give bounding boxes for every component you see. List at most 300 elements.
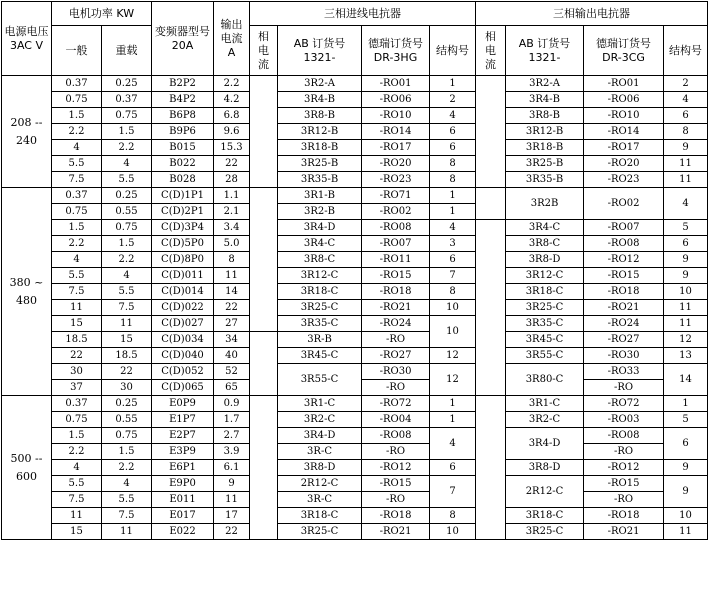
- kw-heavy: 18.5: [102, 348, 152, 364]
- structure-out: 11: [664, 156, 708, 172]
- structure-out: 11: [664, 316, 708, 332]
- table-row: [2, 444, 708, 460]
- table-row: [2, 268, 708, 284]
- ab-order-out: 3R4-B: [506, 92, 584, 108]
- structure-in: 8: [430, 508, 476, 524]
- table-row: [2, 124, 708, 140]
- output-current: 2.2: [214, 76, 250, 92]
- delta-order-out: -RO15: [584, 268, 664, 284]
- kw-heavy: 2.2: [102, 252, 152, 268]
- phase-current-in: [250, 396, 278, 540]
- output-current: 9.6: [214, 124, 250, 140]
- kw-heavy: 11: [102, 524, 152, 540]
- output-current: 6.1: [214, 460, 250, 476]
- kw-heavy: 0.75: [102, 428, 152, 444]
- drive-model: B028: [152, 172, 214, 188]
- delta-order-in: -RO: [362, 492, 430, 508]
- table-row: [2, 332, 708, 348]
- kw-heavy: 5.5: [102, 492, 152, 508]
- kw-heavy: 0.55: [102, 412, 152, 428]
- structure-in: 2: [430, 92, 476, 108]
- kw-normal: 1.5: [52, 108, 102, 124]
- structure-in: 4: [430, 220, 476, 236]
- table-row: [2, 92, 708, 108]
- ab-order-out: 3R4-C: [506, 220, 584, 236]
- structure-out: 6: [664, 236, 708, 252]
- delta-order-in: -RO72: [362, 396, 430, 412]
- ab-order-in: 3R2-B: [278, 204, 362, 220]
- ab-order-out: 3R12-C: [506, 268, 584, 284]
- structure-in: 1: [430, 396, 476, 412]
- kw-heavy: 0.37: [102, 92, 152, 108]
- structure-out: 11: [664, 524, 708, 540]
- ab-order-out: 3R18-B: [506, 140, 584, 156]
- delta-order-out: -RO12: [584, 460, 664, 476]
- structure-in: 10: [430, 316, 476, 348]
- drive-model: B022: [152, 156, 214, 172]
- ab-order-out: 3R8-D: [506, 252, 584, 268]
- table-row: [2, 108, 708, 124]
- kw-normal: 37: [52, 380, 102, 396]
- structure-in: 1: [430, 204, 476, 220]
- kw-normal: 5.5: [52, 476, 102, 492]
- drive-model: C(D)011: [152, 268, 214, 284]
- ab-order-out: 3R2-A: [506, 76, 584, 92]
- delta-order-in: -RO04: [362, 412, 430, 428]
- structure-out: 9: [664, 140, 708, 156]
- ab-order-in: 3R18-B: [278, 140, 362, 156]
- structure-in: 1: [430, 188, 476, 204]
- kw-heavy: 2.2: [102, 460, 152, 476]
- ab-order-in: 3R-B: [278, 332, 362, 348]
- ab-order-out: 3R4-D: [506, 428, 584, 460]
- header-structure-in: 结构号: [430, 26, 476, 76]
- delta-order-in: -RO06: [362, 92, 430, 108]
- delta-order-out: -RO21: [584, 524, 664, 540]
- delta-order-out: -RO17: [584, 140, 664, 156]
- ab-order-in: 3R1-C: [278, 396, 362, 412]
- structure-out: 12: [664, 332, 708, 348]
- ab-order-in: 3R1-B: [278, 188, 362, 204]
- drive-model: C(D)014: [152, 284, 214, 300]
- ab-order-out: 3R25-C: [506, 300, 584, 316]
- header-motor-power: 电机功率 KW: [52, 2, 152, 26]
- delta-order-out: -RO30: [584, 348, 664, 364]
- ab-order-out: 3R35-B: [506, 172, 584, 188]
- delta-order-out: -RO08: [584, 236, 664, 252]
- phase-current-out: [476, 220, 506, 396]
- output-current: 22: [214, 300, 250, 316]
- output-current: 15.3: [214, 140, 250, 156]
- kw-heavy: 4: [102, 476, 152, 492]
- kw-normal: 15: [52, 316, 102, 332]
- structure-out: 11: [664, 172, 708, 188]
- ab-order-in: 3R4-B: [278, 92, 362, 108]
- kw-normal: 0.75: [52, 204, 102, 220]
- table-row: [2, 460, 708, 476]
- table-row: [2, 172, 708, 188]
- delta-order-in: -RO: [362, 332, 430, 348]
- delta-order-in: -RO10: [362, 108, 430, 124]
- delta-order-out: -RO33: [584, 364, 664, 380]
- table-row: [2, 300, 708, 316]
- delta-order-out: -RO10: [584, 108, 664, 124]
- structure-in: 6: [430, 140, 476, 156]
- drive-model: C(D)2P1: [152, 204, 214, 220]
- structure-out: 5: [664, 220, 708, 236]
- delta-order-in: -RO14: [362, 124, 430, 140]
- table-row: [2, 140, 708, 156]
- delta-order-out: -RO: [584, 380, 664, 396]
- ab-order-in: 3R2-A: [278, 76, 362, 92]
- kw-heavy: 0.75: [102, 220, 152, 236]
- delta-order-out: -RO08: [584, 428, 664, 444]
- drive-model: C(D)8P0: [152, 252, 214, 268]
- structure-out: 2: [664, 76, 708, 92]
- delta-order-out: -RO14: [584, 124, 664, 140]
- table-row: [2, 428, 708, 444]
- delta-order-in: -RO08: [362, 428, 430, 444]
- phase-current-out: [476, 396, 506, 540]
- ab-order-in: 3R8-C: [278, 252, 362, 268]
- kw-heavy: 15: [102, 332, 152, 348]
- phase-current-in: [250, 76, 278, 188]
- structure-in: 8: [430, 172, 476, 188]
- delta-order-in: -RO: [362, 380, 430, 396]
- ab-order-in: 3R35-B: [278, 172, 362, 188]
- kw-heavy: 0.25: [102, 188, 152, 204]
- phase-current-in: [250, 188, 278, 332]
- output-current: 2.7: [214, 428, 250, 444]
- header-drive-model: 变频器型号 20A: [152, 2, 214, 76]
- structure-in: 1: [430, 412, 476, 428]
- delta-order-out: -RO01: [584, 76, 664, 92]
- header-output-current: 输出电流 A: [214, 2, 250, 76]
- output-current: 17: [214, 508, 250, 524]
- kw-normal: 11: [52, 300, 102, 316]
- phase-current-in: [250, 332, 278, 396]
- delta-order-in: -RO30: [362, 364, 430, 380]
- structure-in: 6: [430, 124, 476, 140]
- delta-order-out: -RO15: [584, 476, 664, 492]
- ab-order-in: 3R35-C: [278, 316, 362, 332]
- kw-normal: 7.5: [52, 172, 102, 188]
- drive-model: B2P2: [152, 76, 214, 92]
- delta-order-in: -RO12: [362, 460, 430, 476]
- table-row: [2, 156, 708, 172]
- structure-out: 4: [664, 92, 708, 108]
- structure-in: 10: [430, 524, 476, 540]
- delta-order-in: -RO15: [362, 268, 430, 284]
- kw-heavy: 2.2: [102, 140, 152, 156]
- output-current: 9: [214, 476, 250, 492]
- output-current: 3.4: [214, 220, 250, 236]
- delta-order-out: -RO: [584, 492, 664, 508]
- structure-out: 8: [664, 124, 708, 140]
- drive-model: C(D)065: [152, 380, 214, 396]
- table-row: [2, 284, 708, 300]
- output-current: 11: [214, 492, 250, 508]
- kw-normal: 7.5: [52, 284, 102, 300]
- kw-normal: 4: [52, 140, 102, 156]
- delta-order-out: -RO03: [584, 412, 664, 428]
- kw-heavy: 4: [102, 268, 152, 284]
- ab-order-out: 3R55-C: [506, 348, 584, 364]
- kw-heavy: 5.5: [102, 172, 152, 188]
- delta-order-out: -RO27: [584, 332, 664, 348]
- ab-order-out: 3R45-C: [506, 332, 584, 348]
- drive-model: E011: [152, 492, 214, 508]
- voltage-group: 500 -- 600: [2, 396, 52, 540]
- output-current: 5.0: [214, 236, 250, 252]
- drive-model: C(D)052: [152, 364, 214, 380]
- output-current: 27: [214, 316, 250, 332]
- drive-model: E6P1: [152, 460, 214, 476]
- output-current: 11: [214, 268, 250, 284]
- drive-model: B6P8: [152, 108, 214, 124]
- table-row: [2, 396, 708, 412]
- structure-in: 1: [430, 76, 476, 92]
- output-current: 4.2: [214, 92, 250, 108]
- output-current: 0.9: [214, 396, 250, 412]
- structure-in: 8: [430, 284, 476, 300]
- header-structure-out: 结构号: [664, 26, 708, 76]
- delta-order-in: -RO07: [362, 236, 430, 252]
- ab-order-in: 3R-C: [278, 492, 362, 508]
- structure-out: 10: [664, 508, 708, 524]
- output-current: 40: [214, 348, 250, 364]
- drive-model: C(D)034: [152, 332, 214, 348]
- kw-heavy: 4: [102, 156, 152, 172]
- header-output-reactor: 三相输出电抗器: [476, 2, 708, 26]
- ab-order-in: 3R12-B: [278, 124, 362, 140]
- delta-order-in: -RO: [362, 444, 430, 460]
- table-row: [2, 316, 708, 332]
- voltage-group: 380 ~ 480: [2, 188, 52, 396]
- kw-normal: 5.5: [52, 156, 102, 172]
- table-row: [2, 348, 708, 364]
- kw-normal: 0.75: [52, 412, 102, 428]
- delta-order-out: -RO21: [584, 300, 664, 316]
- drive-model: B4P2: [152, 92, 214, 108]
- ab-order-in: 3R25-B: [278, 156, 362, 172]
- structure-in: 6: [430, 252, 476, 268]
- header-input-reactor: 三相进线电抗器: [250, 2, 476, 26]
- drive-model: E1P7: [152, 412, 214, 428]
- structure-out: 11: [664, 300, 708, 316]
- ab-order-in: 3R4-D: [278, 220, 362, 236]
- voltage-group: 208 -- 240: [2, 76, 52, 188]
- structure-out: 9: [664, 268, 708, 284]
- structure-in: 12: [430, 364, 476, 396]
- table-row: [2, 188, 708, 204]
- delta-order-in: -RO21: [362, 524, 430, 540]
- delta-order-in: -RO20: [362, 156, 430, 172]
- phase-current-out: [476, 188, 506, 220]
- kw-heavy: 0.75: [102, 108, 152, 124]
- structure-in: 8: [430, 156, 476, 172]
- header-phase-current-in: 相电流: [250, 26, 278, 76]
- kw-heavy: 1.5: [102, 444, 152, 460]
- delta-order-out: -RO02: [584, 188, 664, 220]
- delta-order-in: -RO18: [362, 284, 430, 300]
- delta-order-out: -RO18: [584, 284, 664, 300]
- kw-heavy: 11: [102, 316, 152, 332]
- output-current: 34: [214, 332, 250, 348]
- delta-order-in: -RO11: [362, 252, 430, 268]
- delta-order-out: -RO18: [584, 508, 664, 524]
- structure-out: 1: [664, 396, 708, 412]
- kw-heavy: 1.5: [102, 236, 152, 252]
- delta-order-out: -RO12: [584, 252, 664, 268]
- drive-model: E3P9: [152, 444, 214, 460]
- ab-order-in: 3R4-C: [278, 236, 362, 252]
- drive-model: C(D)3P4: [152, 220, 214, 236]
- structure-out: 13: [664, 348, 708, 364]
- delta-order-in: -RO17: [362, 140, 430, 156]
- ab-order-out: 3R18-C: [506, 508, 584, 524]
- delta-order-out: -RO72: [584, 396, 664, 412]
- structure-in: 12: [430, 348, 476, 364]
- structure-out: 4: [664, 188, 708, 220]
- delta-order-out: -RO06: [584, 92, 664, 108]
- kw-normal: 4: [52, 252, 102, 268]
- header-delta-order-in: 德瑞订货号 DR-3HG: [362, 26, 430, 76]
- ab-order-in: 3R25-C: [278, 300, 362, 316]
- drive-model: C(D)040: [152, 348, 214, 364]
- ab-order-in: 3R45-C: [278, 348, 362, 364]
- ab-order-out: 3R2B: [506, 188, 584, 220]
- table-row: [2, 236, 708, 252]
- kw-normal: 4: [52, 460, 102, 476]
- table-row: [2, 252, 708, 268]
- kw-normal: 7.5: [52, 492, 102, 508]
- delta-order-out: -RO23: [584, 172, 664, 188]
- kw-normal: 2.2: [52, 236, 102, 252]
- output-current: 22: [214, 156, 250, 172]
- output-current: 2.1: [214, 204, 250, 220]
- ab-order-out: 2R12-C: [506, 476, 584, 508]
- delta-order-in: -RO15: [362, 476, 430, 492]
- table-row: [2, 508, 708, 524]
- kw-heavy: 5.5: [102, 284, 152, 300]
- structure-in: 7: [430, 268, 476, 284]
- structure-in: 3: [430, 236, 476, 252]
- ab-order-in: 3R2-C: [278, 412, 362, 428]
- drive-model: C(D)5P0: [152, 236, 214, 252]
- header-delta-order-out: 德瑞订货号 DR-3CG: [584, 26, 664, 76]
- ab-order-out: 3R18-C: [506, 284, 584, 300]
- header-heavy-duty: 重载: [102, 26, 152, 76]
- ab-order-in: 3R-C: [278, 444, 362, 460]
- drive-model: E9P0: [152, 476, 214, 492]
- delta-order-out: -RO07: [584, 220, 664, 236]
- structure-out: 9: [664, 460, 708, 476]
- table-row: [2, 364, 708, 380]
- drive-model: B9P6: [152, 124, 214, 140]
- ab-order-out: 3R8-C: [506, 236, 584, 252]
- kw-heavy: 7.5: [102, 300, 152, 316]
- table-row: [2, 220, 708, 236]
- output-current: 65: [214, 380, 250, 396]
- header-ab-order-out: AB 订货号 1321-: [506, 26, 584, 76]
- delta-order-in: -RO27: [362, 348, 430, 364]
- ab-order-out: 3R8-D: [506, 460, 584, 476]
- output-current: 8: [214, 252, 250, 268]
- table-row: [2, 76, 708, 92]
- delta-order-in: -RO21: [362, 300, 430, 316]
- drive-model: C(D)027: [152, 316, 214, 332]
- kw-normal: 0.37: [52, 76, 102, 92]
- kw-heavy: 7.5: [102, 508, 152, 524]
- kw-normal: 0.37: [52, 396, 102, 412]
- structure-out: 5: [664, 412, 708, 428]
- kw-heavy: 0.25: [102, 396, 152, 412]
- reactor-selection-table: [1, 1, 708, 540]
- structure-out: 6: [664, 108, 708, 124]
- structure-out: 10: [664, 284, 708, 300]
- output-current: 14: [214, 284, 250, 300]
- ab-order-out: 3R1-C: [506, 396, 584, 412]
- ab-order-in: 3R18-C: [278, 284, 362, 300]
- drive-model: E017: [152, 508, 214, 524]
- kw-normal: 5.5: [52, 268, 102, 284]
- kw-heavy: 22: [102, 364, 152, 380]
- drive-model: E0P9: [152, 396, 214, 412]
- kw-normal: 2.2: [52, 444, 102, 460]
- kw-heavy: 30: [102, 380, 152, 396]
- delta-order-in: -RO01: [362, 76, 430, 92]
- output-current: 1.1: [214, 188, 250, 204]
- kw-normal: 11: [52, 508, 102, 524]
- output-current: 52: [214, 364, 250, 380]
- ab-order-out: 3R12-B: [506, 124, 584, 140]
- header-ab-order-in: AB 订货号 1321-: [278, 26, 362, 76]
- drive-model: B015: [152, 140, 214, 156]
- ab-order-in: 3R12-C: [278, 268, 362, 284]
- kw-normal: 1.5: [52, 220, 102, 236]
- table-row: [2, 476, 708, 492]
- ab-order-in: 3R25-C: [278, 524, 362, 540]
- header-normal-duty: 一般: [52, 26, 102, 76]
- structure-in: 10: [430, 300, 476, 316]
- ab-order-in: 2R12-C: [278, 476, 362, 492]
- structure-in: 4: [430, 428, 476, 460]
- kw-normal: 15: [52, 524, 102, 540]
- delta-order-out: -RO20: [584, 156, 664, 172]
- drive-model: C(D)1P1: [152, 188, 214, 204]
- output-current: 6.8: [214, 108, 250, 124]
- ab-order-out: 3R25-C: [506, 524, 584, 540]
- ab-order-out: 3R35-C: [506, 316, 584, 332]
- output-current: 3.9: [214, 444, 250, 460]
- ab-order-in: 3R55-C: [278, 364, 362, 396]
- kw-normal: 30: [52, 364, 102, 380]
- ab-order-in: 3R8-D: [278, 460, 362, 476]
- structure-out: 6: [664, 428, 708, 460]
- kw-normal: 0.37: [52, 188, 102, 204]
- ab-order-out: 3R8-B: [506, 108, 584, 124]
- delta-order-in: -RO18: [362, 508, 430, 524]
- header-supply-voltage: 电源电压3AC V: [2, 2, 52, 76]
- drive-model: E022: [152, 524, 214, 540]
- ab-order-in: 3R8-B: [278, 108, 362, 124]
- kw-normal: 2.2: [52, 124, 102, 140]
- kw-heavy: 0.55: [102, 204, 152, 220]
- header-phase-current-out: 相电流: [476, 26, 506, 76]
- drive-model: C(D)022: [152, 300, 214, 316]
- structure-in: 7: [430, 476, 476, 508]
